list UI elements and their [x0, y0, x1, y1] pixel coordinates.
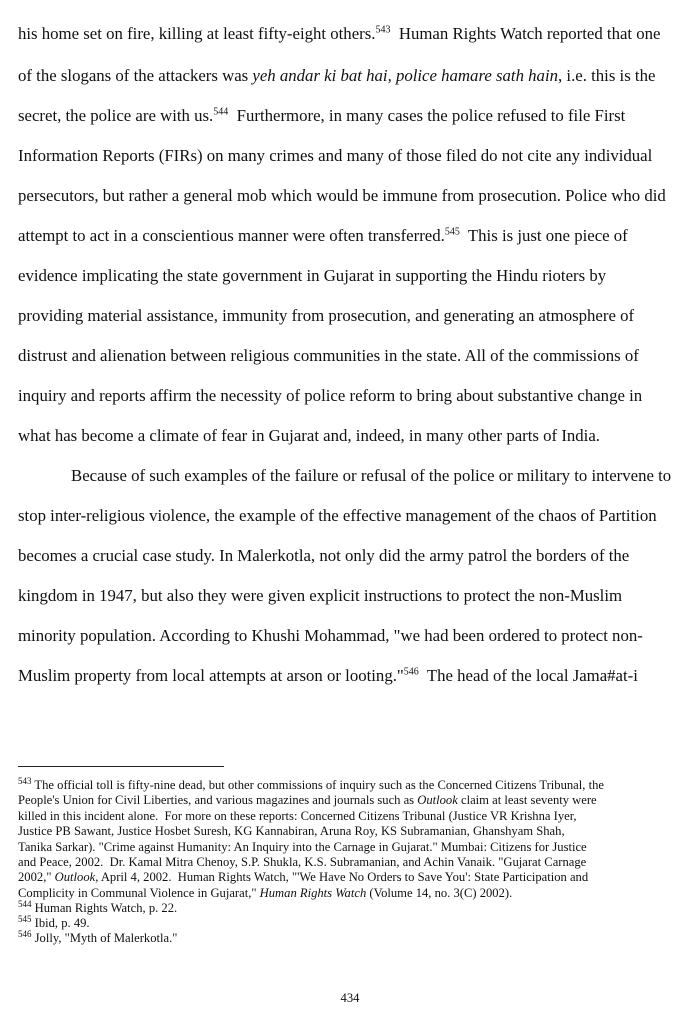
- body-line: what has become a climate of fear in Gujarat and, indeed, in many other parts of India.: [18, 426, 600, 445]
- footnote-546: $^{546}$ Jolly, "Myth of Malerkotla.": [18, 928, 178, 945]
- body-line: his home set on fire, killing at least fifty-eight others.$^{543}$ Human Rights Watch reported that one: [18, 24, 661, 43]
- body-line: stop inter-religious violence, the example of the effective management of the chaos of Partition: [18, 506, 657, 525]
- body-line: secret, the police are with us.$^{544}$ Furthermore, in many cases the police refused to file First: [18, 106, 626, 125]
- page-number: 434: [340, 991, 360, 1005]
- body-line: kingdom in 1947, but also they were given explicit instructions to protect the non-Muslim: [18, 586, 623, 605]
- footnote-ref-545: 545: [444, 226, 460, 238]
- footnote-ref-546: 546: [403, 666, 419, 678]
- footnote-ref-543: 543: [375, 24, 391, 36]
- body-line: inquiry and reports affirm the necessity of police reform to bring about substantive change in: [18, 386, 643, 405]
- footnote-ref-544: 544: [213, 106, 229, 118]
- footnote-separator: [18, 766, 224, 767]
- body-line: attempt to act in a conscientious manner were often transferred.$^{545}$ This is just one piece of: [18, 226, 628, 245]
- body-line: persecutors, but rather a general mob which would be immune from prosecution. Police who did: [18, 186, 666, 205]
- body-line: becomes a crucial case study. In Malerkotla, not only did the army patrol the borders of the: [18, 546, 630, 565]
- footnote-543: $^{543}$ The official toll is fifty-nine dead, but other commissions of inquiry such as the Concerned Citizens Tribunal, the People's Union for Civil Liberties, and various magazines and journals such as Outlook claim at least seventy were killed in this incident alone. For more on these reports: Concerned Citizens Tribunal (Justice VR Krishna Iyer, Justice PB Sawant, Justice Hosbet Suresh, KG Kannabiran, Aruna Roy, KS Subramanian, Ghanshyam Shah, Tanika Sarkar). "Crime against Humanity: An Inquiry into the Carnage in Gujarat." Mumbai: Citizens for Justice and Peace, 2002. Dr. Kamal Mitra Chenoy, S.P. Shukla, K.S. Subramanian, and Achin Vanaik. "Gujarat Carnage 2002," Outlook, April 4, 2002. Human Rights Watch, "'We Have No Orders to Save You': State Participation and Complicity in Communal Violence in Gujarat," Human Rights Watch (Volume 14, no. 3(C) 2002).: [18, 775, 604, 900]
- body-line: Muslim property from local attempts at arson or looting."$^{546}$ The head of the local Jama#at-i: [18, 666, 638, 685]
- footnote-544: $^{544}$ Human Rights Watch, p. 22.: [18, 898, 178, 915]
- body-line: of the slogans of the attackers was yeh andar ki bat hai, police hamare sath hain, i.e. this is the: [18, 66, 656, 85]
- body-line: Because of such examples of the failure or refusal of the police or military to intervene to: [71, 466, 672, 485]
- body-line: minority population. According to Khushi Mohammad, "we had been ordered to protect non-: [18, 626, 643, 645]
- body-line: distrust and alienation between religious communities in the state. All of the commissions of: [18, 346, 639, 365]
- body-line: providing material assistance, immunity from prosecution, and generating an atmosphere of: [18, 306, 635, 325]
- body-line: Information Reports (FIRs) on many crimes and many of those filed do not cite any individual: [18, 146, 653, 165]
- body-line: evidence implicating the state government in Gujarat in supporting the Hindu rioters by: [18, 266, 607, 285]
- footnote-545: $^{545}$ Ibid, p. 49.: [18, 913, 90, 930]
